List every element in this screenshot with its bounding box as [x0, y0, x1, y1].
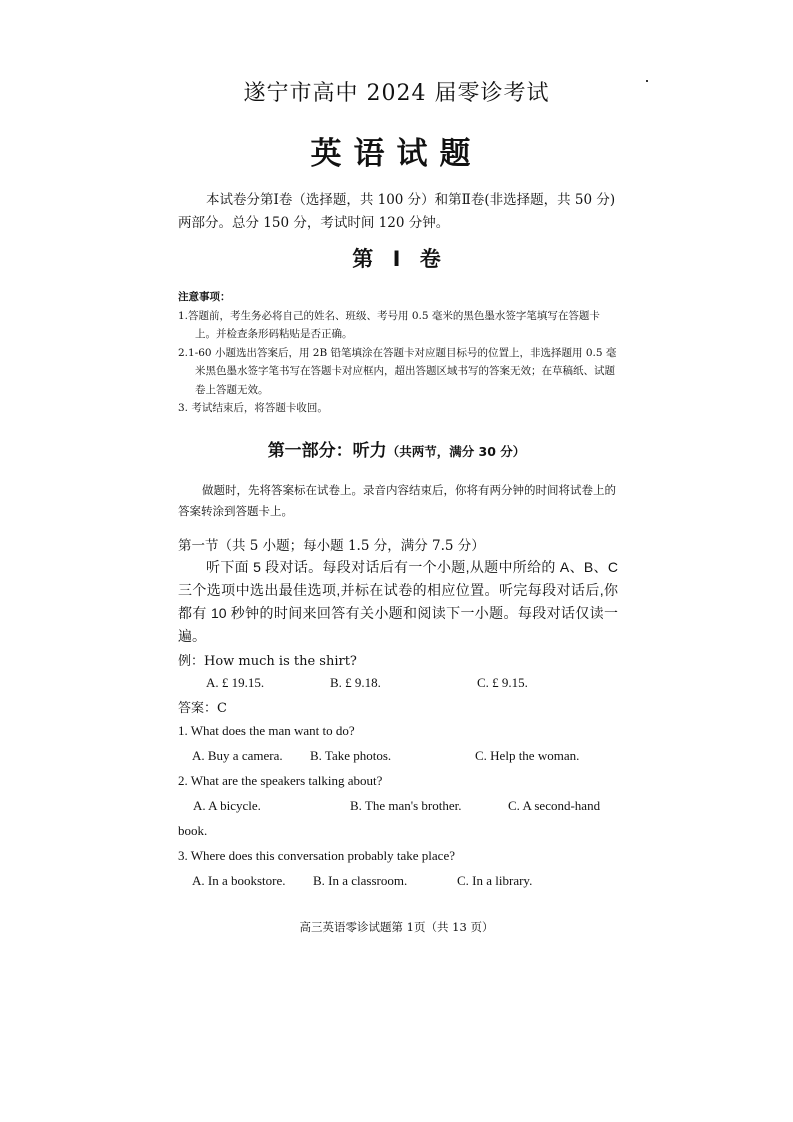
note-item: 1.答题前，考生务必将自己的姓名、班级、考号用 0.5 毫米的黑色墨水签字笔填写在答题卡上。并检查条形码粘贴是否正确。	[178, 309, 600, 340]
q3-option-b: B. In a classroom.	[313, 873, 408, 888]
part-one-instruction: 做题时，先将答案标在试卷上。录音内容结束后，你将有两分钟的时间将试卷上的答案转涂到答题卡上。	[178, 483, 616, 518]
page-footer: 高三英语零诊试题第 1页（共 13 页）	[299, 920, 494, 934]
q1-option-a: A. Buy a camera.	[192, 748, 283, 763]
question-1: 1. What does the man want to do?	[178, 723, 355, 738]
q2-option-a: A. A bicycle.	[193, 798, 261, 813]
notes-heading: 注意事项：	[178, 291, 231, 303]
question-2: 2. What are the speakers talking about?	[178, 773, 383, 788]
example-answer: 答案：C	[178, 701, 227, 716]
note-item: 3. 考试结束后，将答题卡收回。	[178, 402, 328, 414]
example-option-a: A. £ 19.15.	[206, 675, 265, 690]
q1-option-b: B. Take photos.	[310, 748, 392, 763]
section-one-description: 听下面 5 段对话。每段对话后有一个小题,从题中所给的 A、B、C 三个选项中选出最佳选项,并标在试卷的相应位置。听完每段对话后,你都有 10 秒钟的时间来回答有关小题和阅读下一小题。每段对话仅读一遍。	[178, 559, 618, 644]
notes-block	[178, 288, 618, 418]
section-one-heading: 第一节（共 5 小题；每小题 1.5 分，满分 7.5 分）	[178, 538, 485, 554]
q2-option-c: C. A second-hand	[508, 798, 601, 813]
part-one-subtitle: （共两节，满分 30 分）	[386, 444, 526, 459]
volume-title: 第 Ⅰ 卷	[352, 247, 441, 271]
q3-option-a: A. In a bookstore.	[192, 873, 286, 888]
note-item: 2.1-60 小题选出答案后，用 2B 铅笔填涂在答题卡对应题目标号的位置上，非选择题用 0.5 毫米黑色墨水签字笔书写在答题卡对应框内，超出答题区域书写的答案无效；在草稿纸、试题卷上答题无效。	[178, 346, 617, 396]
intro-paragraph: 本试卷分第Ⅰ卷（选择题，共 100 分）和第Ⅱ卷(非选择题，共 50 分)两部分。总分 150 分，考试时间 120 分钟。	[178, 192, 616, 231]
subject-title: 英语试题	[310, 136, 483, 172]
exam-title: 遂宁市高中 2024 届零诊考试	[243, 81, 550, 106]
question-3: 3. Where does this conversation probably take place?	[178, 848, 455, 863]
example-question: 例：How much is the shirt?	[178, 654, 357, 669]
q1-option-c: C. Help the woman.	[475, 748, 580, 763]
example-option-b: B. £ 9.18.	[330, 675, 381, 690]
example-option-c: C. £ 9.15.	[477, 675, 528, 690]
part-one-heading	[0, 436, 793, 461]
q2-option-b: B. The man's brother.	[350, 798, 462, 813]
q3-option-c: C. In a library.	[457, 873, 533, 888]
part-one-title: 第一部分：听力	[267, 441, 387, 461]
q2-option-c-wrap: book.	[178, 823, 208, 838]
